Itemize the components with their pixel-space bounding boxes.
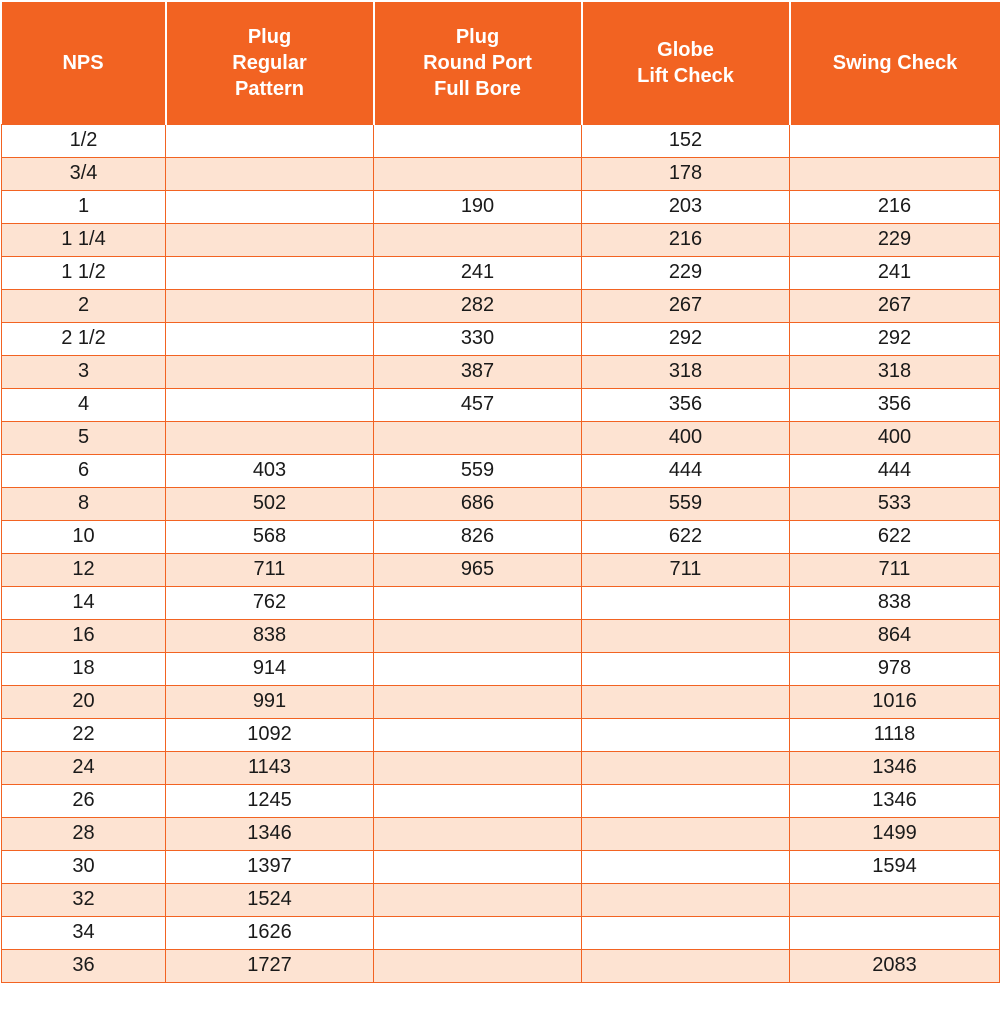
table-row — [2, 256, 1000, 289]
cell-plug-round-port-full-bore: 559 — [374, 454, 582, 487]
cell-plug-regular-pattern: 838 — [166, 619, 374, 652]
header-row — [2, 2, 1000, 124]
cell-swing-check: 1118 — [790, 718, 1000, 751]
cell-globe-lift-check: 711 — [582, 553, 790, 586]
cell-plug-round-port-full-bore: 686 — [374, 487, 582, 520]
cell-swing-check: 533 — [790, 487, 1000, 520]
cell-swing-check: 318 — [790, 355, 1000, 388]
cell-plug-round-port-full-bore — [374, 586, 582, 619]
table-row — [2, 553, 1000, 586]
cell-plug-round-port-full-bore — [374, 619, 582, 652]
cell-globe-lift-check — [582, 883, 790, 916]
cell-plug-round-port-full-bore — [374, 223, 582, 256]
cell-plug-regular-pattern: 711 — [166, 553, 374, 586]
table-row — [2, 454, 1000, 487]
table-row — [2, 289, 1000, 322]
cell-plug-regular-pattern: 1245 — [166, 784, 374, 817]
cell-globe-lift-check: 267 — [582, 289, 790, 322]
cell-plug-round-port-full-bore — [374, 652, 582, 685]
cell-nps: 5 — [2, 421, 166, 454]
cell-globe-lift-check: 152 — [582, 124, 790, 157]
cell-swing-check — [790, 124, 1000, 157]
cell-plug-round-port-full-bore — [374, 883, 582, 916]
cell-globe-lift-check: 400 — [582, 421, 790, 454]
cell-nps: 1/2 — [2, 124, 166, 157]
header-plug-regular-pattern: Plug Regular Pattern — [166, 2, 374, 124]
cell-plug-round-port-full-bore: 190 — [374, 190, 582, 223]
header-swing-check: Swing Check — [790, 2, 1000, 124]
cell-plug-round-port-full-bore — [374, 850, 582, 883]
cell-globe-lift-check: 444 — [582, 454, 790, 487]
cell-plug-regular-pattern — [166, 322, 374, 355]
table-row — [2, 355, 1000, 388]
cell-swing-check: 1594 — [790, 850, 1000, 883]
table-header — [2, 2, 1000, 124]
cell-nps: 32 — [2, 883, 166, 916]
cell-globe-lift-check: 229 — [582, 256, 790, 289]
table-row — [2, 751, 1000, 784]
table-row — [2, 223, 1000, 256]
table-row — [2, 718, 1000, 751]
cell-plug-regular-pattern — [166, 223, 374, 256]
cell-swing-check: 216 — [790, 190, 1000, 223]
cell-nps: 1 1/4 — [2, 223, 166, 256]
cell-nps: 34 — [2, 916, 166, 949]
cell-plug-round-port-full-bore — [374, 817, 582, 850]
cell-nps: 16 — [2, 619, 166, 652]
cell-swing-check — [790, 883, 1000, 916]
cell-swing-check: 292 — [790, 322, 1000, 355]
cell-nps: 6 — [2, 454, 166, 487]
cell-plug-regular-pattern: 1397 — [166, 850, 374, 883]
cell-plug-round-port-full-bore: 965 — [374, 553, 582, 586]
cell-globe-lift-check: 292 — [582, 322, 790, 355]
cell-plug-regular-pattern: 1727 — [166, 949, 374, 982]
cell-plug-regular-pattern: 1143 — [166, 751, 374, 784]
cell-plug-regular-pattern — [166, 157, 374, 190]
cell-plug-regular-pattern: 502 — [166, 487, 374, 520]
cell-plug-round-port-full-bore — [374, 157, 582, 190]
table-row — [2, 586, 1000, 619]
cell-nps: 36 — [2, 949, 166, 982]
cell-globe-lift-check — [582, 817, 790, 850]
table-row — [2, 157, 1000, 190]
cell-nps: 28 — [2, 817, 166, 850]
cell-globe-lift-check — [582, 718, 790, 751]
cell-swing-check: 444 — [790, 454, 1000, 487]
cell-globe-lift-check — [582, 916, 790, 949]
cell-plug-regular-pattern — [166, 355, 374, 388]
cell-swing-check: 241 — [790, 256, 1000, 289]
cell-swing-check: 1346 — [790, 784, 1000, 817]
cell-plug-round-port-full-bore: 457 — [374, 388, 582, 421]
cell-plug-regular-pattern: 991 — [166, 685, 374, 718]
cell-globe-lift-check — [582, 850, 790, 883]
cell-globe-lift-check: 203 — [582, 190, 790, 223]
cell-globe-lift-check — [582, 685, 790, 718]
cell-swing-check: 267 — [790, 289, 1000, 322]
cell-plug-round-port-full-bore — [374, 421, 582, 454]
cell-plug-round-port-full-bore: 826 — [374, 520, 582, 553]
table-row — [2, 784, 1000, 817]
cell-nps: 14 — [2, 586, 166, 619]
cell-swing-check: 711 — [790, 553, 1000, 586]
valve-dimensions-table — [1, 2, 1000, 983]
cell-plug-regular-pattern — [166, 388, 374, 421]
cell-plug-round-port-full-bore — [374, 718, 582, 751]
cell-nps: 30 — [2, 850, 166, 883]
cell-globe-lift-check — [582, 784, 790, 817]
cell-swing-check: 229 — [790, 223, 1000, 256]
cell-plug-regular-pattern — [166, 421, 374, 454]
cell-swing-check: 400 — [790, 421, 1000, 454]
table-row — [2, 850, 1000, 883]
table-row — [2, 916, 1000, 949]
cell-plug-round-port-full-bore — [374, 751, 582, 784]
cell-swing-check — [790, 157, 1000, 190]
cell-globe-lift-check: 559 — [582, 487, 790, 520]
cell-nps: 4 — [2, 388, 166, 421]
cell-globe-lift-check — [582, 586, 790, 619]
cell-plug-round-port-full-bore: 330 — [374, 322, 582, 355]
cell-plug-regular-pattern — [166, 289, 374, 322]
cell-globe-lift-check — [582, 751, 790, 784]
table-row — [2, 652, 1000, 685]
cell-globe-lift-check: 178 — [582, 157, 790, 190]
cell-globe-lift-check: 318 — [582, 355, 790, 388]
cell-nps: 8 — [2, 487, 166, 520]
cell-plug-regular-pattern: 762 — [166, 586, 374, 619]
cell-plug-round-port-full-bore — [374, 916, 582, 949]
cell-nps: 10 — [2, 520, 166, 553]
table-row — [2, 949, 1000, 982]
table-row — [2, 388, 1000, 421]
cell-plug-regular-pattern: 1092 — [166, 718, 374, 751]
table-row — [2, 487, 1000, 520]
cell-plug-round-port-full-bore — [374, 784, 582, 817]
table-body — [2, 124, 1000, 982]
cell-plug-regular-pattern — [166, 256, 374, 289]
cell-plug-round-port-full-bore: 387 — [374, 355, 582, 388]
cell-plug-regular-pattern — [166, 190, 374, 223]
cell-swing-check: 622 — [790, 520, 1000, 553]
table-row — [2, 322, 1000, 355]
cell-plug-round-port-full-bore: 241 — [374, 256, 582, 289]
cell-nps: 1 1/2 — [2, 256, 166, 289]
cell-plug-regular-pattern: 914 — [166, 652, 374, 685]
table-row — [2, 685, 1000, 718]
cell-plug-round-port-full-bore — [374, 949, 582, 982]
cell-plug-regular-pattern: 1524 — [166, 883, 374, 916]
table-row — [2, 619, 1000, 652]
cell-globe-lift-check — [582, 949, 790, 982]
cell-nps: 24 — [2, 751, 166, 784]
cell-nps: 22 — [2, 718, 166, 751]
header-nps: NPS — [2, 2, 166, 124]
table-row — [2, 421, 1000, 454]
cell-swing-check: 1016 — [790, 685, 1000, 718]
cell-nps: 2 — [2, 289, 166, 322]
table-row — [2, 883, 1000, 916]
cell-globe-lift-check — [582, 619, 790, 652]
cell-plug-regular-pattern — [166, 124, 374, 157]
cell-plug-regular-pattern: 1626 — [166, 916, 374, 949]
cell-swing-check: 2083 — [790, 949, 1000, 982]
table-row — [2, 817, 1000, 850]
cell-nps: 20 — [2, 685, 166, 718]
cell-swing-check: 978 — [790, 652, 1000, 685]
cell-nps: 3 — [2, 355, 166, 388]
table-row — [2, 124, 1000, 157]
cell-nps: 26 — [2, 784, 166, 817]
cell-swing-check: 356 — [790, 388, 1000, 421]
cell-nps: 1 — [2, 190, 166, 223]
cell-nps: 18 — [2, 652, 166, 685]
cell-plug-round-port-full-bore — [374, 685, 582, 718]
header-globe-lift-check: Globe Lift Check — [582, 2, 790, 124]
cell-plug-regular-pattern: 403 — [166, 454, 374, 487]
cell-plug-regular-pattern: 568 — [166, 520, 374, 553]
header-plug-round-port-full-bore: Plug Round Port Full Bore — [374, 2, 582, 124]
cell-nps: 12 — [2, 553, 166, 586]
cell-plug-round-port-full-bore — [374, 124, 582, 157]
cell-globe-lift-check — [582, 652, 790, 685]
cell-swing-check: 838 — [790, 586, 1000, 619]
table-row — [2, 520, 1000, 553]
cell-plug-round-port-full-bore: 282 — [374, 289, 582, 322]
cell-swing-check: 864 — [790, 619, 1000, 652]
cell-swing-check: 1346 — [790, 751, 1000, 784]
cell-nps: 3/4 — [2, 157, 166, 190]
table-row — [2, 190, 1000, 223]
cell-globe-lift-check: 622 — [582, 520, 790, 553]
cell-plug-regular-pattern: 1346 — [166, 817, 374, 850]
cell-swing-check — [790, 916, 1000, 949]
cell-swing-check: 1499 — [790, 817, 1000, 850]
cell-globe-lift-check: 216 — [582, 223, 790, 256]
cell-nps: 2 1/2 — [2, 322, 166, 355]
cell-globe-lift-check: 356 — [582, 388, 790, 421]
